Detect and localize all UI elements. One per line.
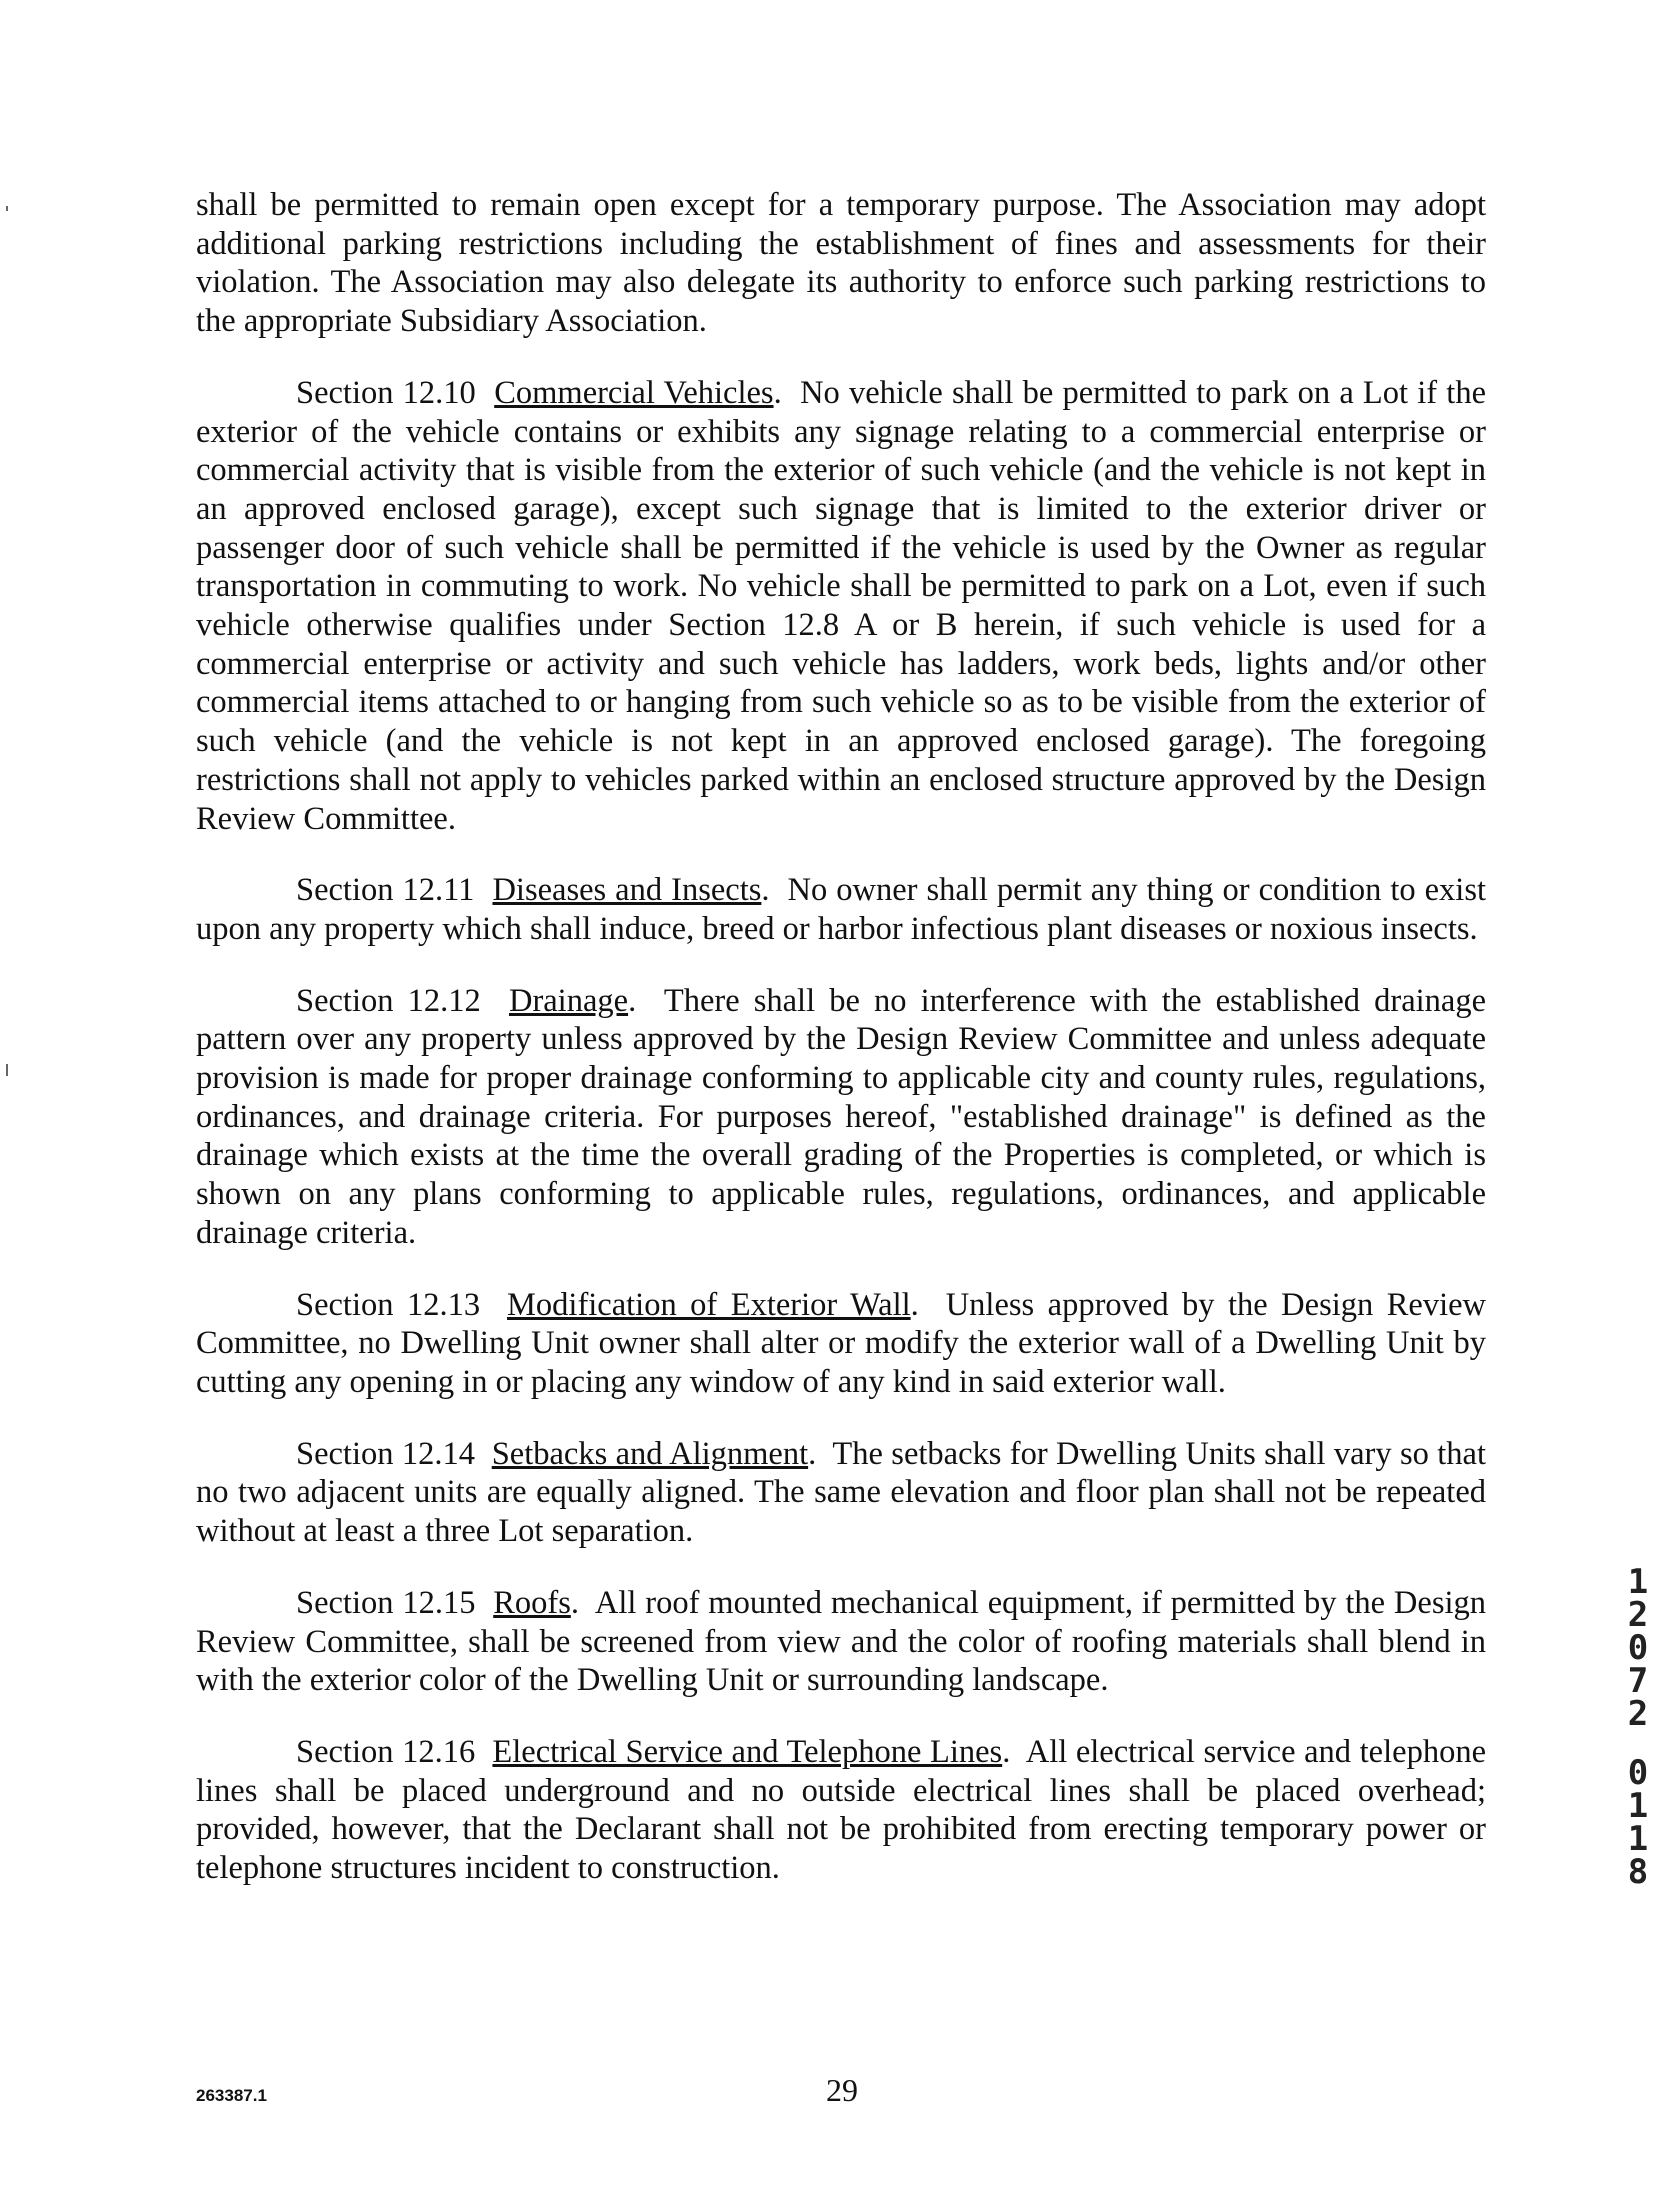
document-id: 263387.1: [196, 2086, 267, 2105]
section-12-14: Section 12.14 Setbacks and Alignment. The setbacks for Dwelling Units shall vary so that no two adjacent units are equally aligned. The same elevation and floor plan shall not be repeated without at least a three Lot separation.: [196, 1435, 1486, 1550]
section-12-11: Section 12.11 Diseases and Insects. No owner shall permit any thing or condition to exist upon any property which shall induce, breed or harbor infectious plant diseases or noxious insects.: [196, 872, 1487, 947]
section-text: There shall be no interference with the established drainage pattern over any property unless approved by the Design Review Committee and unless adequate provision is made for proper drainage conforming to applicable city and county rules, regulations, ordinances, and drainage criteria. For purposes hereof, "established drainage" is defined as the drainage which exists at the time the overall grading of the Properties is completed, or which is shown on any plans conforming to applicable rules, regulations, ordinances, and applicable drainage criteria.: [196, 982, 1487, 1251]
page-number: 29: [826, 2072, 858, 2108]
section-number: Section 12.14: [296, 1435, 475, 1472]
stamp-digit: 0: [1627, 1628, 1649, 1668]
stamp-digit: 0: [1627, 1753, 1649, 1793]
document-body: [196, 186, 1486, 1921]
section-number: Section 12.15: [296, 1584, 476, 1621]
paragraph-text: shall be permitted to remain open except for a temporary purpose. The Association may adopt additional parking restrictions including the establishment of fines and assessments for their violation. The Association may also delegate its authority to enforce such parking restrictions to the appropriate Subsidiary Association.: [196, 187, 1486, 340]
section-12-16: Section 12.16 Electrical Service and Telephone Lines. All electrical service and telephone lines shall be placed underground and no outside electrical lines shall be placed overhead; provided, however, that the Declarant shall not be prohibited from erecting temporary power or telephone structures incident to construction.: [196, 1733, 1486, 1887]
section-12-12: Section 12.12 Drainage. There shall be no interference with the established drainage pattern over any property unless approved by the Design Review Committee and unless adequate provision is made for proper drainage conforming to applicable city and county rules, regulations, ordinances, and drainage criteria. For purposes hereof, "established drainage" is defined as the drainage which exists at the time the overall grading of the Properties is completed, or which is shown on any plans conforming to applicable rules, regulations, ordinances, and applicable drainage criteria.: [196, 982, 1487, 1251]
section-number: Section 12.12: [296, 982, 481, 1019]
margin-stamp: [1618, 1562, 1658, 1892]
stamp-digit: 1: [1627, 1819, 1649, 1859]
section-heading: Electrical Service and Telephone Lines: [492, 1733, 1003, 1770]
section-heading: Commercial Vehicles: [494, 374, 774, 411]
section-text: All electrical service and telephone lines shall be placed underground and no outside electrical lines shall be placed overhead; provided, however, that the Declarant shall not be prohibited from erecting temporary power or telephone structures incident to construction.: [196, 1733, 1486, 1887]
section-heading: Modification of Exterior Wall: [507, 1286, 911, 1323]
section-heading: Roofs: [493, 1584, 571, 1621]
section-text: Unless approved by the Design Review Committee, no Dwelling Unit owner shall alter or modify the exterior wall of a Dwelling Unit by cutting any opening in or placing any window of any kind in said exterior wall.: [196, 1286, 1486, 1400]
section-text: All roof mounted mechanical equipment, if permitted by the Design Review Committee, shall be screened from view and the color of roofing materials shall blend in with the exterior color of the Dwelling Unit or surrounding landscape.: [196, 1584, 1486, 1699]
section-text: No owner shall permit any thing or condition to exist upon any property which shall induce, breed or harbor infectious plant diseases or noxious insects.: [196, 872, 1487, 947]
section-number: Section 12.16: [296, 1733, 476, 1770]
section-heading: Setbacks and Alignment: [491, 1435, 809, 1472]
section-text: The setbacks for Dwelling Units shall vary so that no two adjacent units are equally aligned. The same elevation and floor plan shall not be repeated without at least a three Lot separation.: [196, 1435, 1486, 1550]
scan-mark: [6, 206, 8, 211]
section-12-10: Section 12.10 Commercial Vehicles. No vehicle shall be permitted to park on a Lot if the exterior of the vehicle contains or exhibits any signage relating to a commercial enterprise or commercial activity that is visible from the exterior of such vehicle (and the vehicle is not kept in an approved enclosed garage), except such signage that is limited to the exterior driver or passenger door of such vehicle shall be permitted if the vehicle is used by the Owner as regular transportation in commuting to work. No vehicle shall be permitted to park on a Lot, even if such vehicle otherwise qualifies under Section 12.8 A or B herein, if such vehicle is used for a commercial enterprise or activity and such vehicle has ladders, work beds, lights and/or other commercial items attached to or hanging from such vehicle so as to be visible from the exterior of such vehicle (and the vehicle is not kept in an approved enclosed garage). The foregoing restrictions shall not apply to vehicles parked within an enclosed structure approved by the Design Review Committee.: [196, 374, 1487, 837]
scan-mark: [6, 1064, 8, 1076]
stamp-digit: 1: [1627, 1562, 1649, 1602]
section-12-13: Section 12.13 Modification of Exterior Wall. Unless approved by the Design Review Committee, no Dwelling Unit owner shall alter or modify the exterior wall of a Dwelling Unit by cutting any opening in or placing any window of any kind in said exterior wall.: [196, 1286, 1486, 1400]
stamp-digit: 2: [1627, 1595, 1649, 1635]
stamp-digit: 8: [1627, 1852, 1649, 1892]
section-text: No vehicle shall be permitted to park on a Lot if the exterior of the vehicle contains or exhibits any signage relating to a commercial enterprise or commercial activity that is visible from the exterior of such vehicle (and the vehicle is not kept in an approved enclosed garage), except such signage that is limited to the exterior driver or passenger door of such vehicle shall be permitted if the vehicle is used by the Owner as regular transportation in commuting to work. No vehicle shall be permitted to park on a Lot, even if such vehicle otherwise qualifies under Section 12.8 A or B herein, if such vehicle is used for a commercial enterprise or activity and such vehicle has ladders, work beds, lights and/or other commercial items attached to or hanging from such vehicle so as to be visible from the exterior of such vehicle (and the vehicle is not kept in an approved enclosed garage). The foregoing restrictions shall not apply to vehicles parked within an enclosed structure approved by the Design Review Committee.: [196, 374, 1487, 837]
stamp-digit: 1: [1627, 1786, 1649, 1826]
section-heading: Diseases and Insects: [492, 872, 762, 909]
section-number: Section 12.10: [296, 374, 476, 411]
stamp-digit: 7: [1627, 1661, 1649, 1701]
section-12-15: Section 12.15 Roofs. All roof mounted mechanical equipment, if permitted by the Design Review Committee, shall be screened from view and the color of roofing materials shall blend in with the exterior color of the Dwelling Unit or surrounding landscape.: [196, 1584, 1486, 1699]
section-number: Section 12.13: [296, 1286, 481, 1323]
section-number: Section 12.11: [296, 872, 475, 909]
section-heading: Drainage: [508, 982, 629, 1019]
stamp-digit: 2: [1627, 1694, 1649, 1734]
paragraph-continuation: [196, 186, 1486, 341]
